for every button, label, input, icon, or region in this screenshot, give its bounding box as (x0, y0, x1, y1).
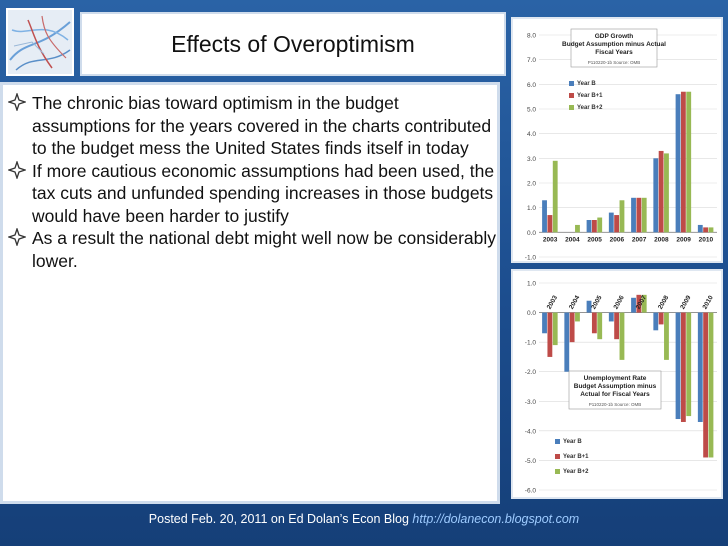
y-tick-label: 2.0 (526, 180, 536, 188)
diamond-bullet-icon (8, 93, 26, 111)
y-tick-label: 5.0 (526, 106, 536, 114)
bar-year-b-2008 (653, 313, 658, 331)
gdp-growth-chart-svg (513, 19, 721, 261)
x-category-label: 2004 (568, 294, 582, 311)
bar-year-b-1-2010 (703, 313, 708, 458)
footer-link[interactable]: http://dolanecon.blogspot.com (412, 512, 580, 526)
unemployment-chart (511, 269, 723, 499)
y-tick-label: 6.0 (526, 81, 536, 89)
bar-year-b-1-2004 (570, 313, 575, 343)
bar-year-b-2009 (676, 313, 681, 419)
bar-year-b-2-2004 (575, 313, 580, 322)
legend-entry: Year B (577, 81, 596, 87)
chart-title: GDP Growth (594, 33, 634, 40)
chart-subtitle: Fiscal Years (595, 49, 633, 56)
chart-source-note: P110220-1b Source: OMB (587, 60, 641, 65)
legend-swatch (555, 439, 560, 444)
slide-title: Effects of Overoptimism (171, 30, 415, 57)
x-category-label: 2006 (609, 236, 625, 244)
chart-title: Unemployment Rate (583, 375, 647, 382)
legend-swatch (555, 469, 560, 474)
legend-entry: Year B+1 (563, 454, 589, 460)
bullet-text: If more cautious economic assumptions had been used, the tax cuts and unfunded spending increases in those budgets would have been harder to justify (32, 160, 495, 226)
bar-year-b-2-2008 (664, 313, 669, 360)
y-tick-label: -4.0 (524, 428, 536, 436)
x-category-label: 2007 (631, 236, 647, 244)
bar-year-b-2-2005 (597, 313, 602, 340)
x-category-label: 2003 (542, 236, 558, 244)
x-category-label: 2006 (612, 294, 626, 311)
y-tick-label: 0.0 (526, 229, 536, 237)
x-category-label: 2007 (634, 294, 649, 311)
chart-subtitle: Actual for Fiscal Years (580, 391, 650, 398)
bar-year-b-2-2006 (620, 200, 625, 232)
bar-year-b-2010 (698, 225, 703, 232)
legend-swatch (555, 454, 560, 459)
y-tick-label: -5.0 (524, 457, 536, 465)
bar-year-b-1-2005 (592, 313, 597, 334)
bar-year-b-2005 (587, 220, 592, 232)
y-tick-label: -2.0 (524, 369, 536, 377)
x-category-label: 2009 (679, 294, 693, 311)
x-category-label: 2008 (657, 294, 671, 311)
bullet-item (6, 227, 498, 272)
bar-year-b-2-2004 (575, 225, 580, 232)
bar-year-b-1-2006 (614, 313, 619, 340)
y-tick-label: -6.0 (524, 487, 536, 495)
bar-year-b-1-2009 (681, 92, 686, 233)
legend-entry: Year B+1 (577, 93, 603, 99)
chart-source-note: P110220-1b Source: OMB (588, 402, 642, 407)
bar-year-b-2-2005 (597, 218, 602, 233)
bar-year-b-1-2003 (547, 313, 552, 357)
x-category-label: 2010 (698, 236, 714, 244)
bar-year-b-2004 (564, 313, 569, 372)
bar-year-b-2006 (609, 313, 614, 322)
bar-year-b-1-2006 (614, 215, 619, 232)
bullet-text: The chronic bias toward optimism in the budget assumptions for the years covered in the charts contributed to the budget mess the United States finds itself in today (32, 93, 492, 158)
legend-entry: Year B+2 (563, 469, 589, 475)
y-tick-label: -1.0 (524, 254, 536, 261)
bar-year-b-2-2010 (709, 313, 714, 458)
y-tick-label: 8.0 (526, 32, 536, 40)
logo-image (6, 8, 74, 76)
x-category-label: 2003 (545, 294, 560, 311)
bullet-item (6, 92, 498, 160)
diamond-bullet-icon (8, 228, 26, 246)
bar-year-b-1-2010 (703, 227, 708, 232)
bar-year-b-2-2006 (620, 313, 625, 360)
x-category-label: 2009 (676, 236, 691, 244)
footer-text: Posted Feb. 20, 2011 on Ed Dolan’s Econ Blog (148, 512, 409, 526)
chart-subtitle: Budget Assumption minus (573, 383, 657, 390)
legend-swatch (569, 81, 574, 86)
bullet-text: As a result the national debt might well now be considerably lower. (32, 228, 497, 271)
y-tick-label: 7.0 (526, 57, 536, 65)
bar-year-b-1-2009 (681, 313, 686, 422)
legend-entry: Year B+2 (577, 105, 603, 111)
y-tick-label: -3.0 (524, 398, 536, 406)
bar-year-b-2-2009 (686, 313, 691, 416)
bar-year-b-1-2007 (636, 198, 641, 233)
title-box (80, 12, 506, 76)
x-category-label: 2004 (565, 236, 580, 244)
bar-year-b-1-2008 (659, 313, 664, 325)
bar-year-b-2-2003 (553, 313, 558, 346)
y-tick-label: 0.0 (526, 310, 536, 318)
bar-year-b-2007 (631, 198, 636, 233)
bar-year-b-2008 (653, 158, 658, 232)
diamond-bullet-icon (8, 161, 26, 179)
bar-year-b-2-2003 (553, 161, 558, 233)
unemployment-chart-svg (513, 271, 721, 497)
bar-year-b-2003 (542, 200, 547, 232)
bar-year-b-1-2003 (547, 215, 552, 232)
x-category-label: 2008 (654, 236, 669, 244)
bullet-item (6, 160, 498, 228)
bar-year-b-2-2009 (686, 92, 691, 233)
x-category-label: 2005 (587, 236, 602, 244)
chart-subtitle: Budget Assumption minus Actual (562, 41, 666, 48)
bar-year-b-2-2010 (709, 227, 714, 232)
gdp-growth-chart (511, 17, 723, 263)
bar-year-b-2-2007 (642, 198, 647, 233)
y-tick-label: 1.0 (526, 280, 536, 288)
legend-entry: Year B (563, 439, 582, 445)
bar-year-b-2010 (698, 313, 703, 422)
y-tick-label: 3.0 (526, 155, 536, 163)
y-tick-label: 1.0 (526, 205, 536, 213)
bar-year-b-2003 (542, 313, 547, 334)
x-category-label: 2010 (701, 294, 715, 311)
y-tick-label: 4.0 (526, 131, 536, 139)
x-category-label: 2005 (590, 294, 604, 311)
bar-year-b-2009 (676, 94, 681, 232)
y-tick-label: -1.0 (524, 339, 536, 347)
legend-swatch (569, 93, 574, 98)
bar-year-b-2-2008 (664, 153, 669, 232)
legend-swatch (569, 105, 574, 110)
bar-year-b-2006 (609, 213, 614, 233)
bar-year-b-1-2005 (592, 220, 597, 232)
footer (0, 512, 728, 526)
bullet-list (6, 92, 498, 272)
bar-year-b-1-2008 (659, 151, 664, 232)
